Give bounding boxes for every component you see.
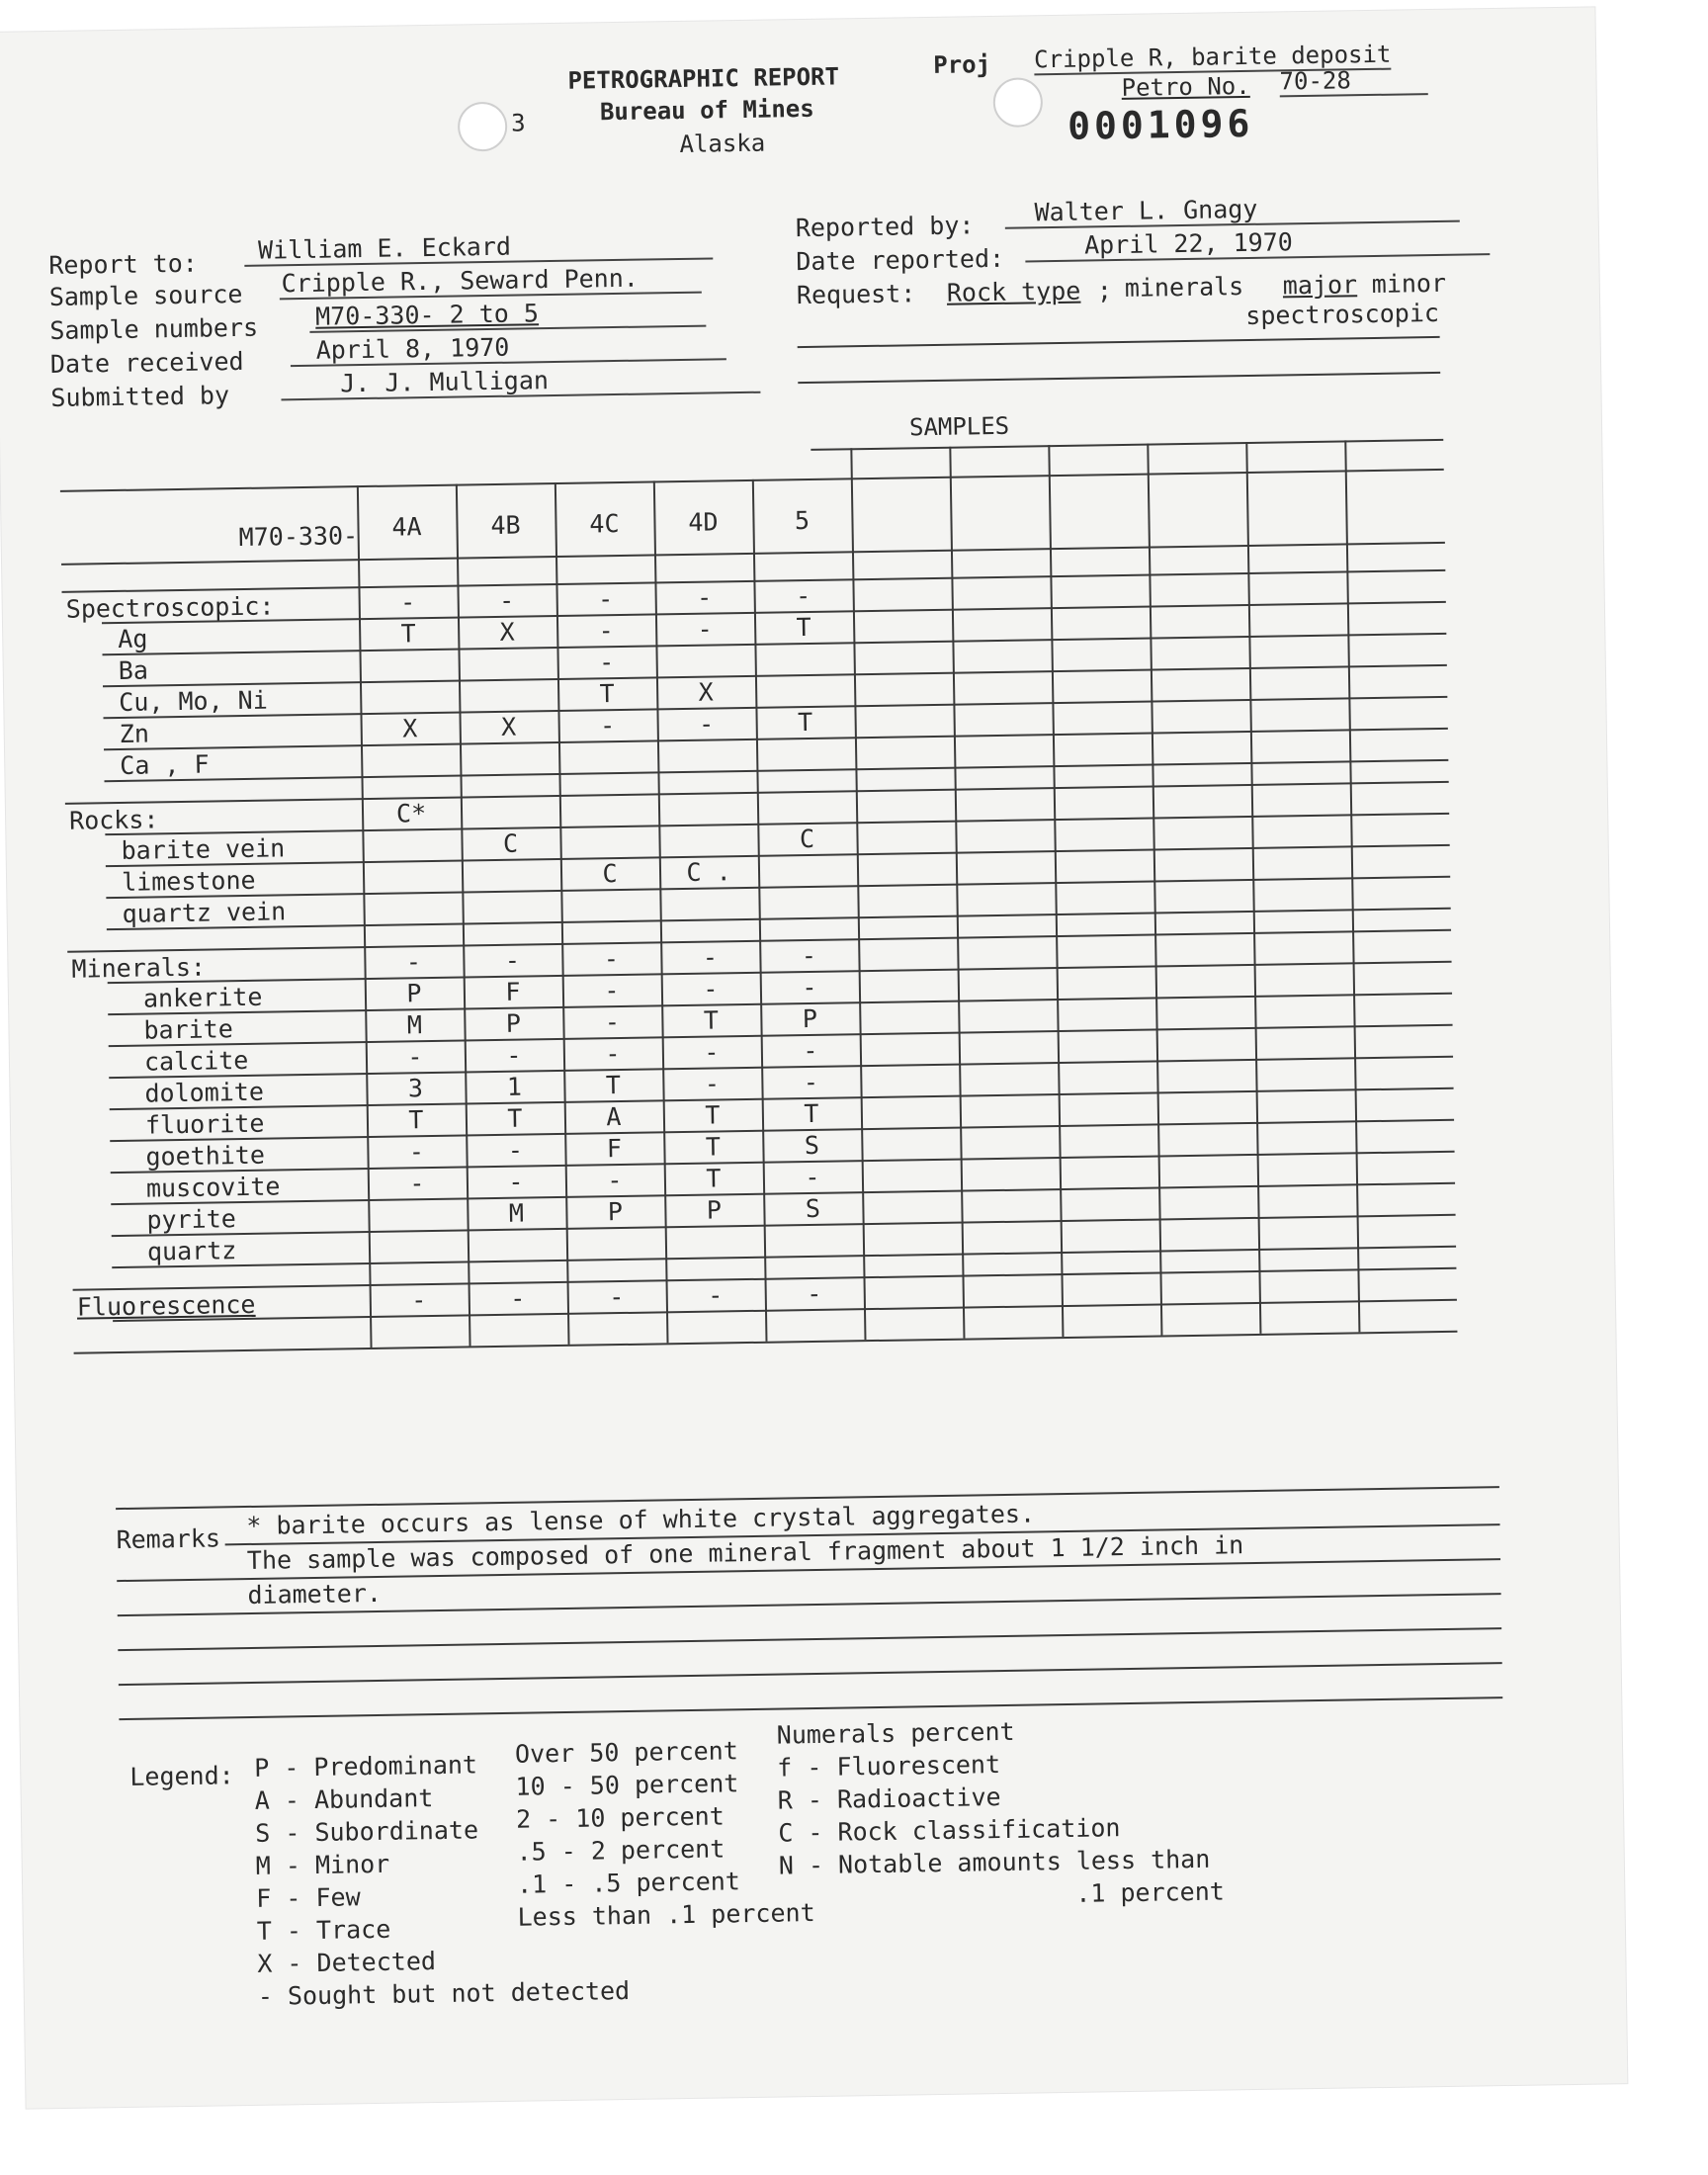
table-cell: C <box>602 859 618 889</box>
report-sheet <box>0 7 1627 2108</box>
sample-numbers-label: Sample numbers <box>49 312 259 345</box>
table-grid <box>59 405 1443 427</box>
section-title-cell: - <box>510 1283 526 1313</box>
legend-percent: Over 50 percent <box>514 1736 739 1769</box>
request-label: Request: <box>796 279 916 310</box>
remarks-line-1: * barite occurs as lense of white crystal aggregates. <box>246 1499 1036 1541</box>
legend-label: Legend: <box>129 1761 234 1791</box>
request-rock-type: Rock type <box>946 276 1081 307</box>
request-spectroscopic: spectroscopic <box>1245 298 1440 330</box>
agency-name: Bureau of Mines <box>599 94 814 127</box>
table-cell: S <box>804 1130 820 1161</box>
row-label: quartz <box>146 1236 237 1266</box>
row-label: limestone <box>121 865 256 897</box>
column-header-blank-9 <box>1251 498 1340 499</box>
table-cell: - <box>598 616 614 646</box>
row-label: Cu, Mo, Ni <box>119 685 268 717</box>
table-cell: X <box>698 677 714 707</box>
sample-prefix: M70-330- <box>238 521 359 553</box>
request-separator: ; <box>1096 276 1113 305</box>
column-divider <box>1147 444 1162 1336</box>
table-cell: C <box>799 824 815 854</box>
remarks-label: Remarks <box>116 1523 221 1555</box>
column-divider <box>949 447 965 1339</box>
samples-header-rule <box>811 439 1443 451</box>
table-cell: T <box>400 619 416 649</box>
table-cell: 3 <box>407 1074 424 1103</box>
document-number: 0001096 <box>1067 101 1254 148</box>
request-major: major <box>1282 270 1358 301</box>
legend-code: T - Trace <box>256 1914 391 1946</box>
remarks-rule-6 <box>119 1662 1502 1686</box>
punch-hole-left <box>458 102 508 152</box>
legend-code: P - Predominant <box>253 1750 478 1783</box>
reported-by-label: Reported by: <box>795 211 975 243</box>
section-title-cell: - <box>405 947 422 977</box>
section-title-cell: - <box>609 1281 625 1312</box>
table-cell: P <box>607 1197 624 1227</box>
table-cell: X <box>499 617 515 647</box>
row-label: calcite <box>143 1045 249 1077</box>
table-cell: - <box>407 1042 423 1072</box>
row-label: dolomite <box>144 1077 265 1108</box>
table-cell: - <box>604 1007 621 1037</box>
row-label: muscovite <box>145 1172 281 1203</box>
legend-code: M - Minor <box>255 1849 390 1880</box>
table-cell: X <box>500 712 517 741</box>
legend-percent: Less than .1 percent <box>517 1898 815 1932</box>
table-cell: - <box>697 614 713 644</box>
column-header-blank-7 <box>1054 501 1143 502</box>
samples-header: SAMPLES <box>908 411 1010 442</box>
column-header-4b: 4B <box>490 510 521 541</box>
samples-table <box>59 405 1460 1505</box>
section-title-cell: - <box>795 580 811 611</box>
table-cell: - <box>408 1137 425 1167</box>
table-cell: 1 <box>506 1072 523 1101</box>
table-cell: A <box>606 1102 622 1132</box>
stamp-prefix: 3 <box>510 109 526 137</box>
row-label: fluorite <box>144 1108 265 1140</box>
date-reported-label: Date reported: <box>796 243 1005 277</box>
row-rule <box>103 664 1447 687</box>
legend-percent: 2 - 10 percent <box>515 1801 725 1834</box>
section-end-rule-2 <box>112 1246 1456 1268</box>
section-end-rule-0 <box>105 759 1449 782</box>
section-title: Fluorescence <box>76 1289 256 1322</box>
table-cell: - <box>802 972 817 1002</box>
section-title-cell: - <box>597 584 614 614</box>
table-cell: T <box>705 1132 722 1162</box>
date-reported-value: April 22, 1970 <box>1025 224 1490 262</box>
sample-source-label: Sample source <box>48 279 243 312</box>
legend-note: C - Rock classification <box>778 1813 1121 1848</box>
report-to-value: William E. Eckard <box>244 228 713 266</box>
column-header-blank-5 <box>856 504 945 505</box>
project-label: Proj <box>933 50 991 79</box>
submitted-by-label: Submitted by <box>50 381 230 412</box>
row-label: Zn <box>119 719 150 748</box>
remarks-line-2: The sample was composed of one mineral fragment about 1 1/2 inch in <box>246 1530 1244 1576</box>
legend-code: - Sought but not detected <box>257 1975 631 2011</box>
table-cell: F <box>505 977 521 1006</box>
table-cell: - <box>599 711 616 740</box>
legend-note: f - Fluorescent <box>777 1750 1001 1783</box>
punch-hole-right <box>992 77 1043 128</box>
row-label: Ca , F <box>120 749 210 780</box>
date-received-label: Date received <box>49 346 244 379</box>
submitted-by-value: J. J. Mulligan <box>281 363 760 401</box>
legend-note: R - Radioactive <box>777 1783 1001 1815</box>
table-cell: P <box>706 1195 723 1225</box>
column-header-blank-6 <box>955 502 1044 503</box>
table-cell: - <box>704 1037 720 1067</box>
table-cell: - <box>805 1162 820 1192</box>
table-cell: T <box>804 1098 819 1129</box>
legend-code: F - Few <box>256 1882 361 1913</box>
table-cell: P <box>406 979 422 1008</box>
table-cell: - <box>507 1135 524 1165</box>
column-header-5: 5 <box>794 505 811 536</box>
legend-note: .1 percent <box>1075 1876 1226 1908</box>
column-header-blank-8 <box>1153 499 1241 500</box>
row-label: barite vein <box>121 833 286 865</box>
remarks-line-3: diameter. <box>247 1578 383 1610</box>
table-cell: C . <box>686 857 731 887</box>
request-blank-line-1 <box>798 336 1440 348</box>
table-cell: T <box>599 679 615 709</box>
section-title-cell: - <box>806 1278 822 1309</box>
legend-note: N - Notable amounts less than <box>778 1844 1211 1880</box>
legend-code: S - Subordinate <box>255 1815 479 1848</box>
table-cell: - <box>704 1069 721 1098</box>
section-title-cell: C* <box>395 799 427 828</box>
table-cell: - <box>607 1166 623 1195</box>
column-header-4c: 4C <box>589 508 620 539</box>
table-cell: - <box>698 709 715 739</box>
legend-code: X - Detected <box>257 1947 437 1978</box>
request-minor: minor <box>1371 268 1447 299</box>
remarks-rule-7 <box>119 1696 1502 1720</box>
table-cell: F <box>606 1134 623 1164</box>
request-blank-line-2 <box>798 372 1440 384</box>
table-cell: C <box>502 828 519 858</box>
table-cell: M <box>508 1198 525 1228</box>
state-name: Alaska <box>679 129 766 158</box>
section-title-cell: - <box>504 945 521 975</box>
table-cell: T <box>706 1164 722 1193</box>
report-to-label: Report to: <box>48 248 199 281</box>
legend-percent: .5 - 2 percent <box>516 1834 726 1867</box>
report-title: PETROGRAPHIC REPORT <box>567 62 840 95</box>
row-label: quartz vein <box>122 897 287 928</box>
section-title: Rocks: <box>68 805 159 835</box>
row-label: ankerite <box>142 982 263 1013</box>
section-title-cell: - <box>411 1285 427 1315</box>
sample-source-value: Cripple R., Seward Penn. <box>279 263 701 301</box>
petro-number-value: 70-28 <box>1279 65 1427 97</box>
table-cell: T <box>507 1103 523 1133</box>
reported-by-value: Walter L. Gnagy <box>1004 192 1459 229</box>
column-divider <box>1344 440 1360 1332</box>
row-label: barite <box>143 1014 234 1045</box>
table-cell: - <box>604 976 620 1005</box>
legend-code: A - Abundant <box>254 1784 434 1815</box>
table-cell: S <box>805 1193 821 1224</box>
petro-number-label: Petro No. <box>1121 71 1250 102</box>
column-divider <box>1048 445 1064 1337</box>
section-title-cell: - <box>498 585 515 615</box>
section-title: Minerals: <box>71 952 207 984</box>
table-cell: - <box>598 648 615 677</box>
section-title-cell: - <box>399 587 416 617</box>
table-cell: P <box>802 1003 818 1034</box>
section-title: Spectroscopic: <box>65 591 275 624</box>
table-cell: T <box>796 612 811 643</box>
legend-percent: 10 - 50 percent <box>515 1769 739 1801</box>
sample-numbers-value: M70-330- 2 to 5 <box>309 297 706 333</box>
table-cell: - <box>506 1040 522 1070</box>
table-cell: T <box>797 707 813 738</box>
table-cell: T <box>705 1100 721 1130</box>
table-cell: - <box>803 1035 818 1066</box>
section-title-cell: - <box>702 942 719 972</box>
row-label: goethite <box>145 1140 266 1172</box>
row-rule <box>106 876 1450 899</box>
request-minerals: minerals <box>1124 272 1244 303</box>
section-title-cell: - <box>708 1280 724 1310</box>
row-label: Ag <box>118 624 148 653</box>
project-value: Cripple R, barite deposit <box>1033 40 1392 74</box>
column-divider <box>1245 442 1261 1334</box>
table-cell: - <box>605 1039 621 1069</box>
section-title-cell: - <box>801 940 817 971</box>
legend-percent: .1 - .5 percent <box>516 1867 741 1899</box>
table-cell: P <box>505 1008 522 1038</box>
table-cell: T <box>605 1071 622 1100</box>
section-title-cell: - <box>603 944 620 974</box>
table-cell: M <box>406 1010 423 1040</box>
section-title-cell: - <box>696 582 713 612</box>
table-cell: T <box>703 1005 720 1035</box>
table-cell: - <box>803 1067 819 1097</box>
date-received-value: April 8, 1970 <box>290 329 726 367</box>
table-cell: T <box>408 1105 424 1135</box>
remarks-rule-5 <box>118 1627 1501 1651</box>
table-cell: - <box>409 1169 425 1198</box>
table-cell: - <box>703 974 719 1003</box>
legend-note: Numerals percent <box>776 1716 1015 1750</box>
row-label: Ba <box>118 655 149 685</box>
column-header-4a: 4A <box>391 512 422 542</box>
table-cell: X <box>401 714 418 743</box>
column-header-4d: 4D <box>688 507 719 537</box>
table-cell: - <box>508 1167 524 1196</box>
section-end-rule-1 <box>107 908 1451 930</box>
row-label: pyrite <box>146 1204 237 1235</box>
